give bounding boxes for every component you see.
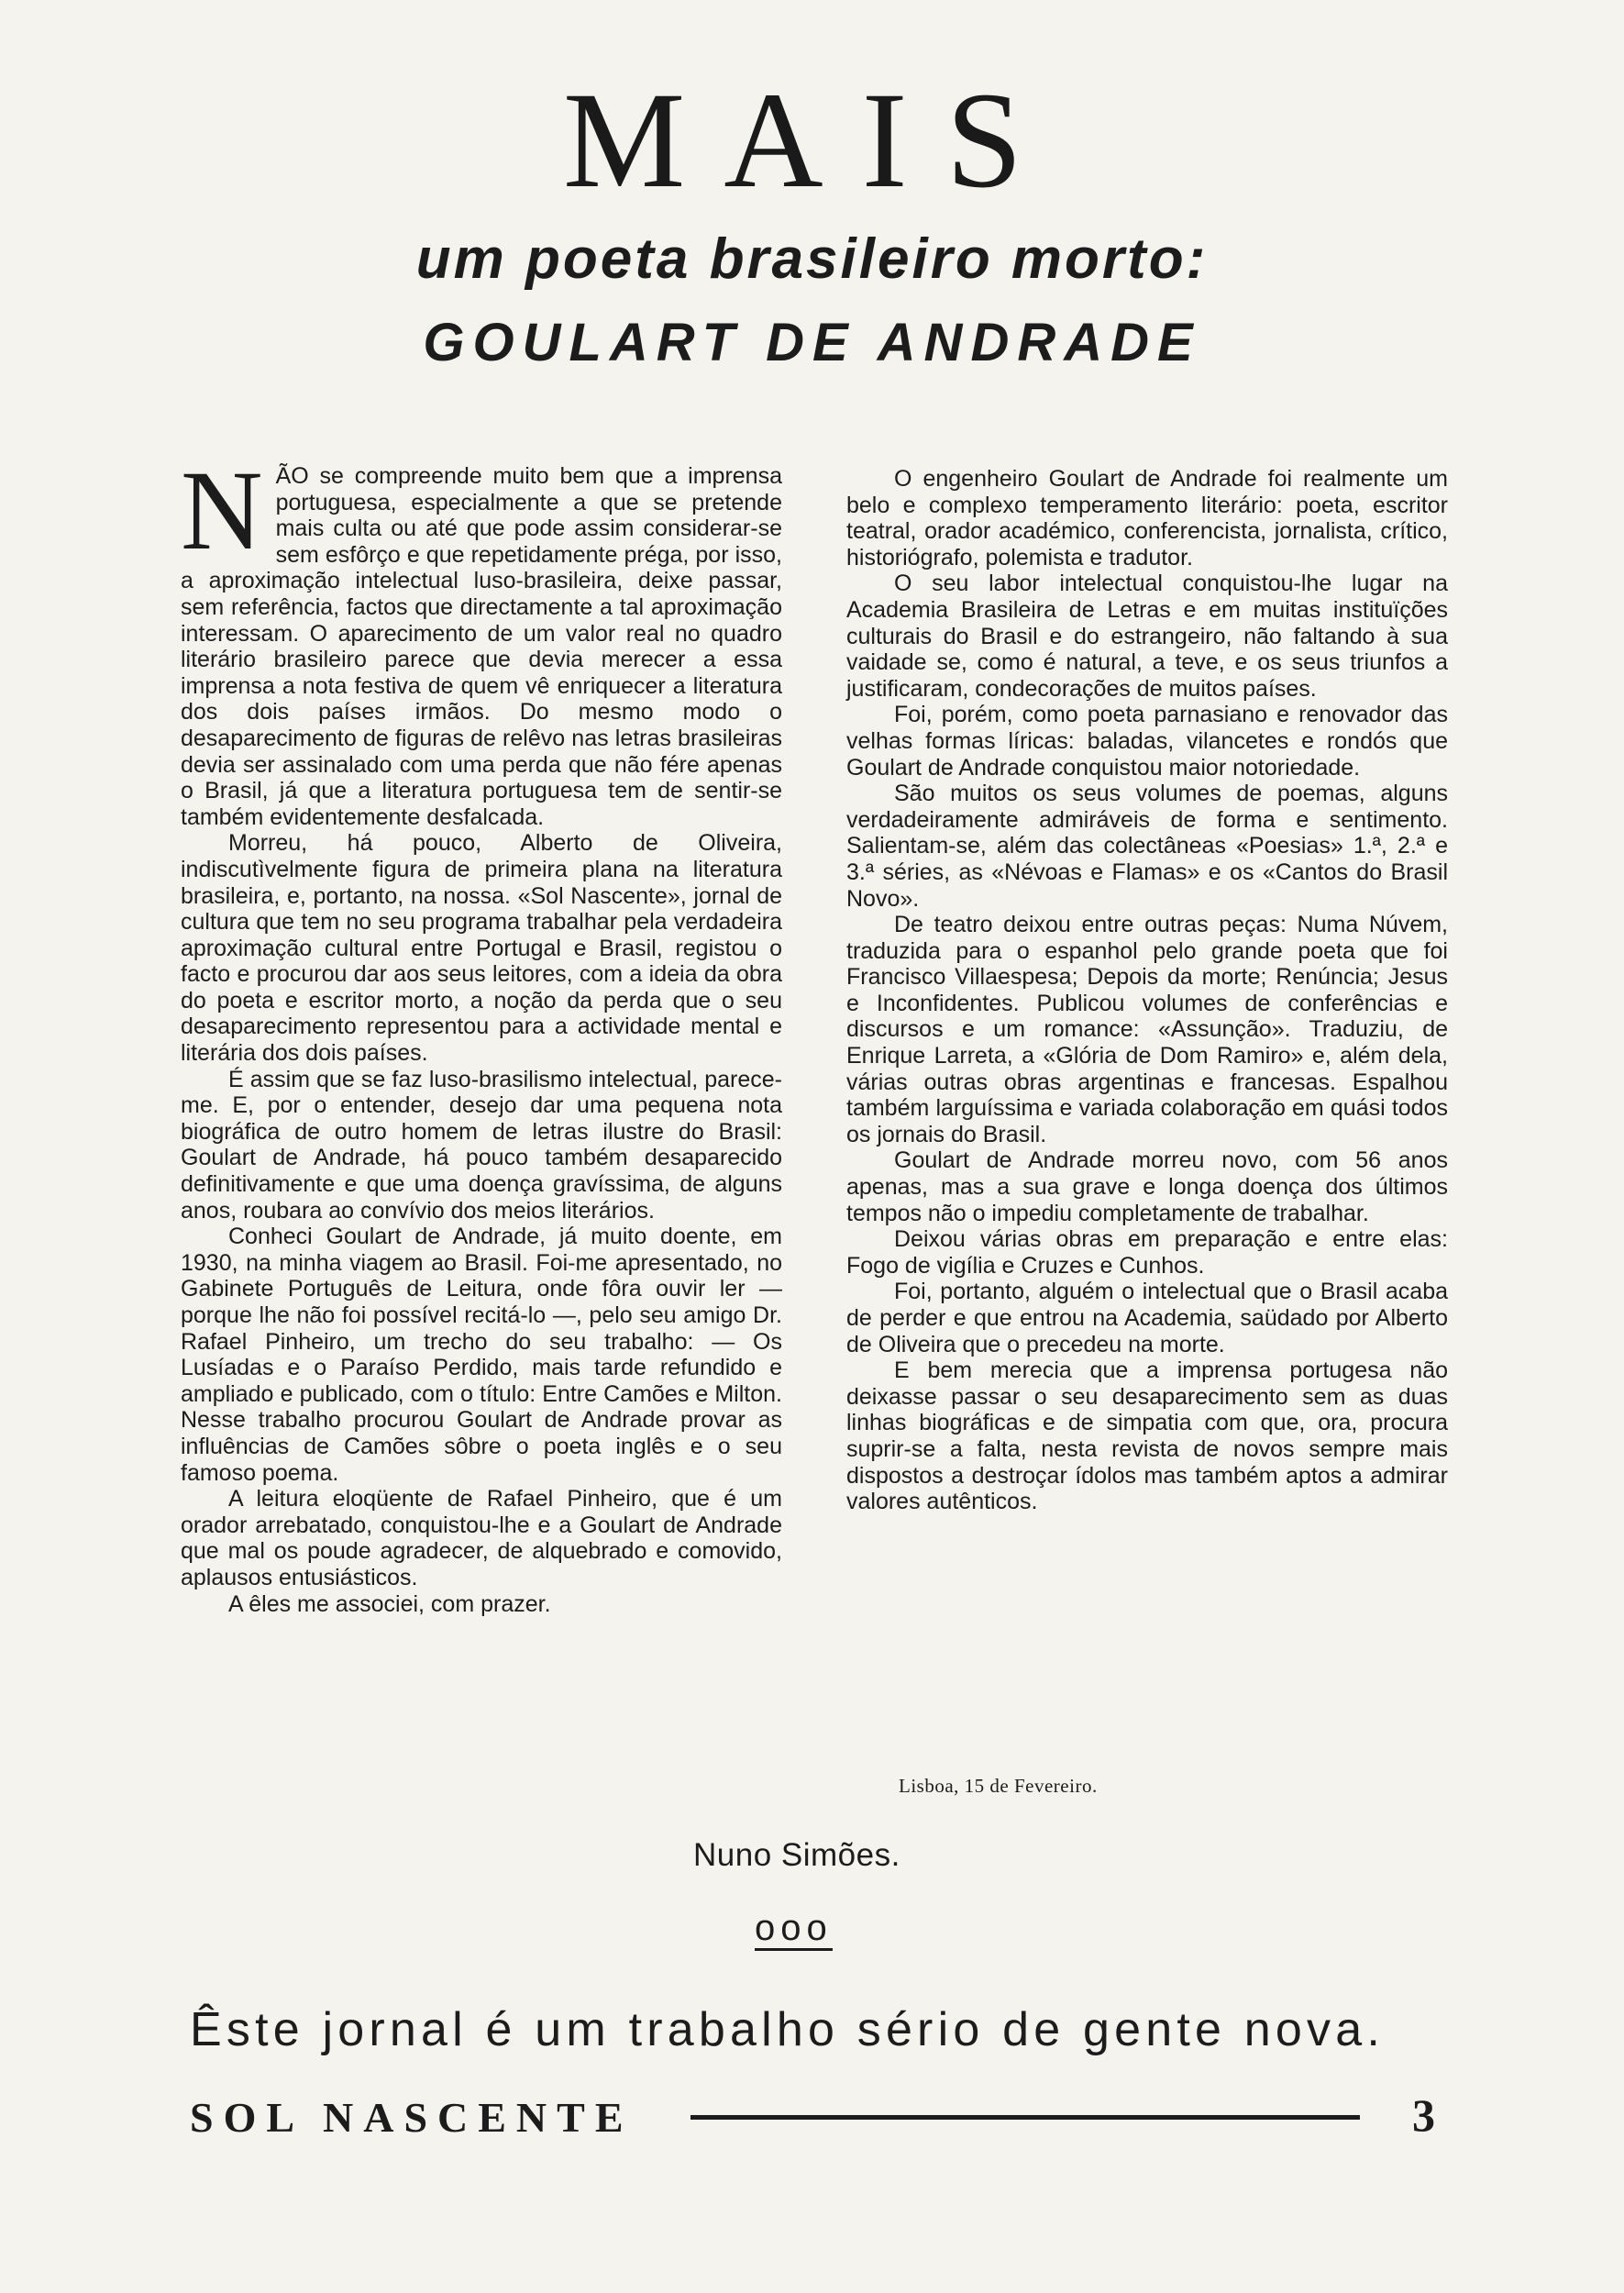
slogan: Êste jornal é um trabalho sério de gente nova.	[190, 2003, 1385, 2056]
headline: MAIS	[562, 64, 1062, 216]
paragraph: O engenheiro Goulart de Andrade foi realmente um belo e complexo temperamento literário: poeta, escritor teatral, orador académico, conferencista, jornalista, crítico, historiógrafo, polemista e tradutor.	[846, 466, 1448, 570]
section-ornament: ooo	[755, 1910, 833, 1951]
paragraph: De teatro deixou entre outras peças: Numa Núvem, traduzida para o espanhol pelo grande poeta que foi Francisco Villaespesa; Depois da morte; Renúncia; Jesus e Inconfidentes. Publicou volumes de conferências e discursos e um romance: «Assunção». Traduziu, de Enrique Larreta, a «Glória de Dom Ramiro» e, além dela, várias outras obras argentinas e francesas. Espalhou também larguíssima e variada colaboração em quási todos os jornais do Brasil.	[846, 912, 1448, 1147]
paragraph: Deixou várias obras em preparação e entre elas: Fogo de vigília e Cruzes e Cunhos.	[846, 1226, 1448, 1279]
paragraph: São muitos os seus volumes de poemas, alguns verdadeiramente admiráveis de forma e sentimento. Salientam-se, além das colectâneas «Poesias» 1.ª, 2.ª e 3.ª séries, as «Névoas e Flamas» e os «Cantos do Brasil Novo».	[846, 781, 1448, 912]
paragraph: É assim que se faz luso-brasilismo intelectual, parece-me. E, por o entender, desejo dar uma pequena nota biográfica de outro homem de letras ilustre do Brasil: Goulart de Andrade, há pouco também desaparecido definitivamente e que uma doença gravíssima, de alguns anos, roubara ao convívio dos meios literários.	[181, 1066, 782, 1224]
article-right-column	[846, 466, 1448, 1515]
paragraph: Foi, portanto, alguém o intelectual que o Brasil acaba de perder e que entrou na Academia, saüdado por Alberto de Oliveira que o precedeu na morte.	[846, 1279, 1448, 1357]
dateline: Lisboa, 15 de Fevereiro.	[899, 1775, 1098, 1797]
page-number: 3	[1412, 2089, 1435, 2141]
footer-rule	[690, 2115, 1360, 2120]
drop-cap: N	[181, 448, 263, 573]
paragraph: Morreu, há pouco, Alberto de Oliveira, indiscutìvelmente figura de primeira plana na literatura brasileira, e, portanto, na nossa. «Sol Nascente», jornal de cultura que tem no seu programa trabalhar pela verdadeira aproximação cultural entre Portugal e Brasil, registou o facto e procurou dar aos seus leitores, com a ideia da obra do poeta e escritor morto, a noção da perda que o seu desaparecimento representou para a actividade mental e literária dos dois países.	[181, 830, 782, 1067]
paragraph: O seu labor intelectual conquistou-lhe lugar na Academia Brasileira de Letras e em muitas instituïções culturais do Brasil e do estrangeiro, não faltando à sua vaidade se, como é natural, a teve, e os seus triunfos a justificaram, condecorações de muitos países.	[846, 570, 1448, 702]
subtitle: um poeta brasileiro morto:	[415, 227, 1209, 291]
author-signature: Nuno Simões.	[693, 1837, 900, 1873]
article-left-column	[181, 448, 782, 1617]
paragraph: A leitura eloqüente de Rafael Pinheiro, que é um orador arrebatado, conquistou-lhe e a Goulart de Andrade que mal os poude agradecer, de alquebrado e comovido, aplausos entusiásticos.	[181, 1486, 782, 1590]
paragraph: Foi, porém, como poeta parnasiano e renovador das velhas formas líricas: baladas, vilancetes e rondós que Goulart de Andrade conquistou maior notoriedade.	[846, 702, 1448, 781]
paragraph: Conheci Goulart de Andrade, já muito doente, em 1930, na minha viagem ao Brasil. Foi-me apresentado, no Gabinete Português de Leitura, onde fôra ouvir ler — porque lhe não foi possível recitá-lo —, pelo seu amigo Dr. Rafael Pinheiro, um trecho do seu trabalho: — Os Lusíadas e o Paraíso Perdido, mais tarde refundido e ampliado e publicado, com o título: Entre Camões e Milton. Nesse trabalho procurou Goulart de Andrade provar as influências de Camões sôbre o poeta inglês e o seu famoso poema.	[181, 1224, 782, 1486]
footer-publication-name: SOL NASCENTE	[190, 2094, 634, 2141]
paragraph: Goulart de Andrade morreu novo, com 56 anos apenas, mas a sua grave e longa doença dos últimos tempos não o impediu completamente de trabalhar.	[846, 1147, 1448, 1226]
paragraph: E bem merecia que a imprensa portugesa não deixasse passar o seu desaparecimento sem as duas linhas biográficas e de simpatia com que, ora, procura suprir-se a falta, nesta revista de novos sempre mais dispostos a destroçar ídolos mas também aptos a admirar valores autênticos.	[846, 1357, 1448, 1515]
paragraph	[181, 448, 782, 830]
paragraph-text: ÃO se compreende muito bem que a imprensa portuguesa, especialmente a que se pretende mais culta ou até que pode assim considerar-se sem esfôrço e que repetidamente préga, por isso, a aproximação intelectual luso-brasileira, deixe passar, sem referência, factos que directamente a tal aproximação interessam. O aparecimento de um valor real no quadro literário brasileiro parece que devia merecer a essa imprensa a nota festiva de quem vê enriquecer a literatura dos dois países irmãos. Do mesmo modo o desaparecimento de figuras de relêvo nas letras brasileiras devia ser assinalado com uma perda que não fére apenas o Brasil, já que a literatura portuguesa tem de sentir-se também evidentemente desfalcada.	[181, 463, 782, 830]
paragraph: A êles me associei, com prazer.	[228, 1590, 551, 1617]
poet-name: GOULART DE ANDRADE	[423, 313, 1201, 372]
